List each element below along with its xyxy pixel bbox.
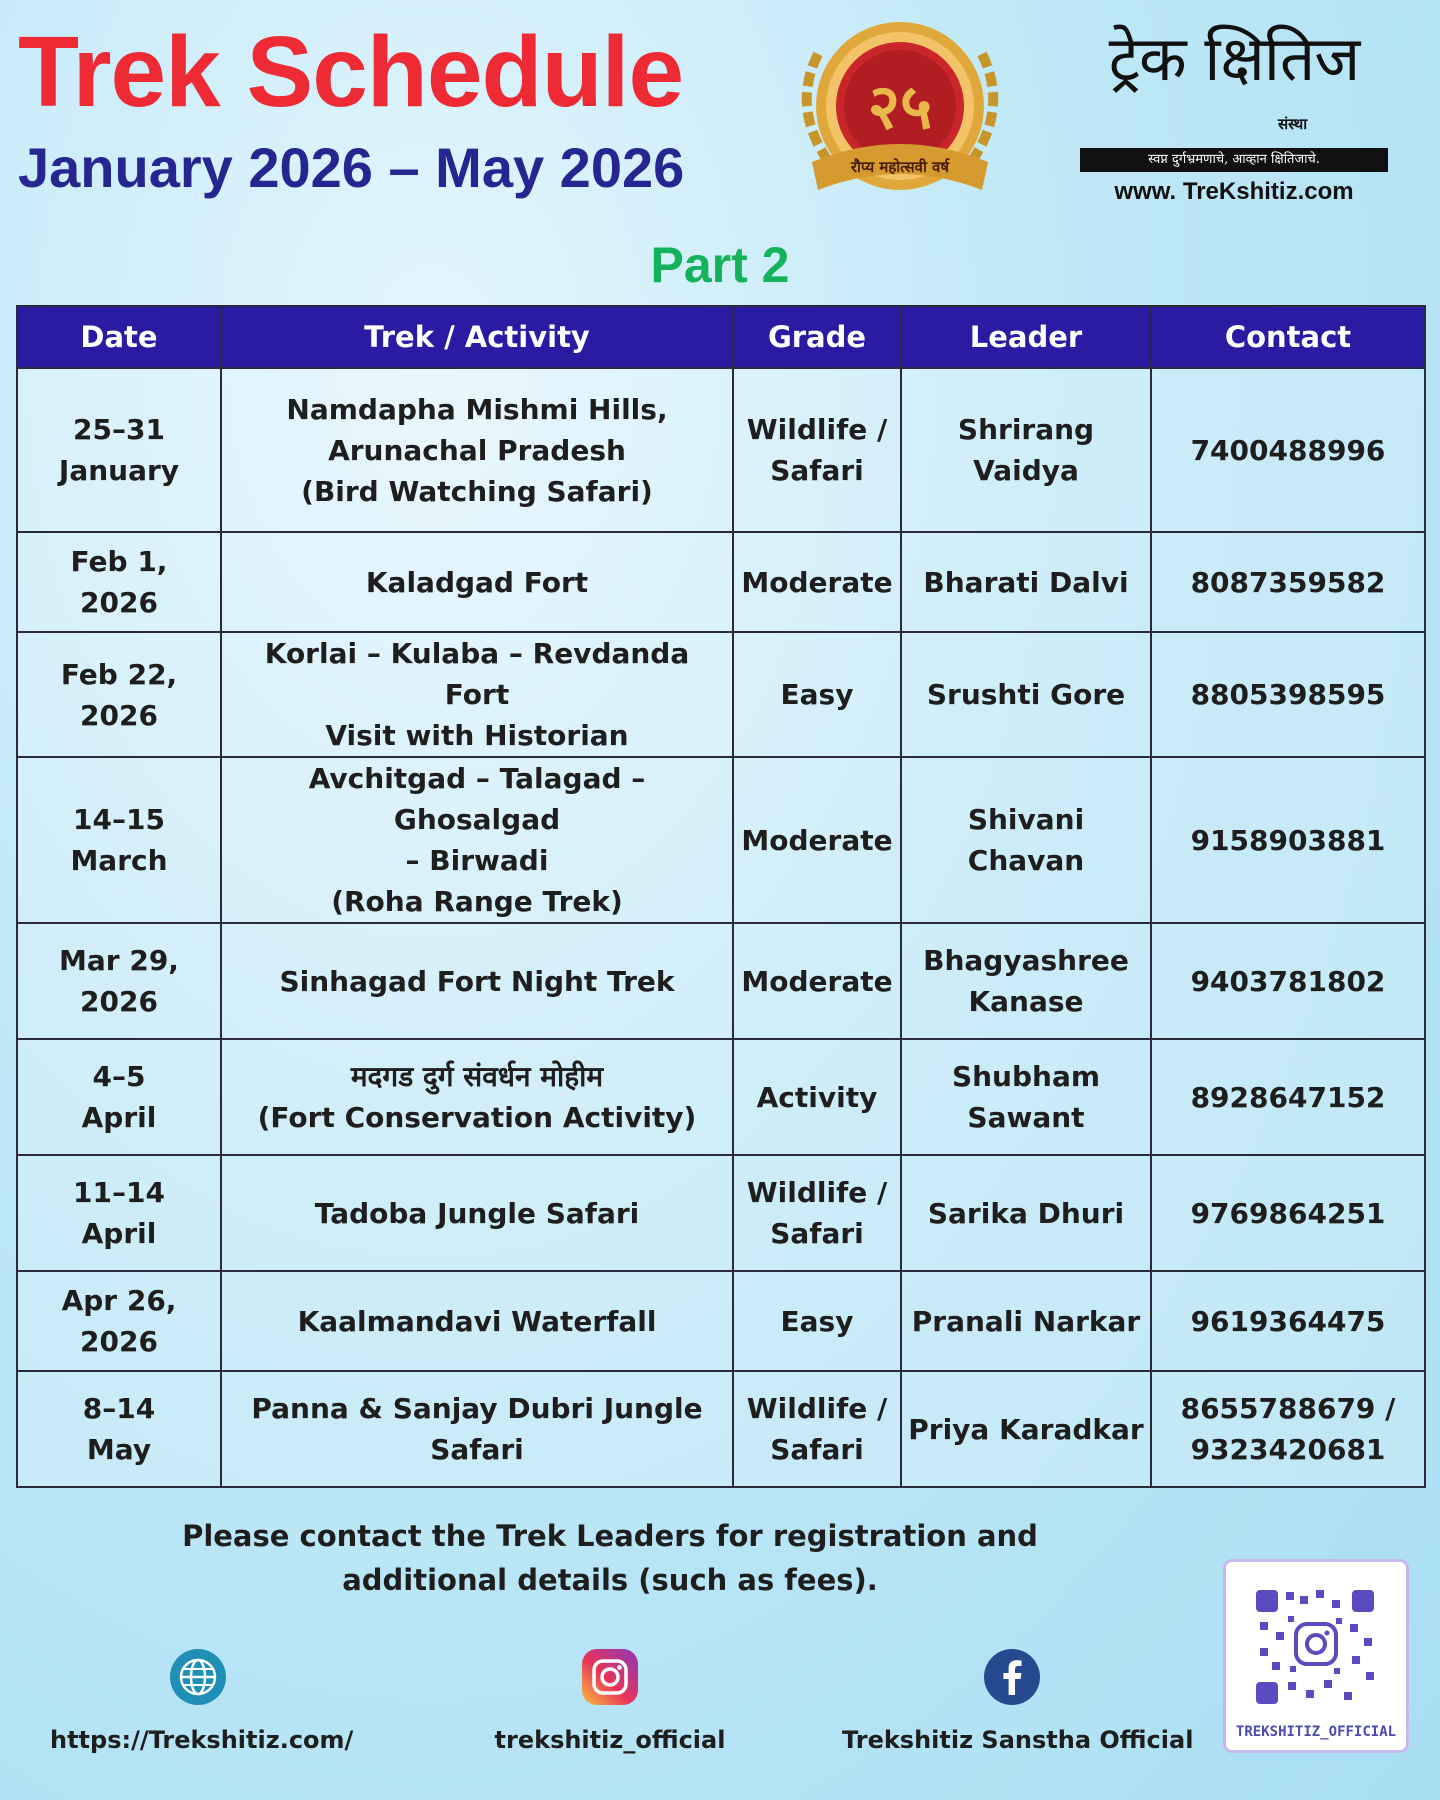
date-cell-line: 2026	[80, 698, 158, 732]
header-contact: Contact	[1151, 306, 1425, 368]
grade-cell-line: Safari	[770, 454, 864, 487]
leader-cell	[901, 1155, 1151, 1271]
trek-cell-line: Sinhagad Fort Night Trek	[279, 964, 675, 998]
leader-cell-line: Bharati Dalvi	[923, 565, 1129, 599]
trek-cell-line: Namdapha Mishmi Hills,	[286, 392, 668, 426]
contact-cell-line: 9158903881	[1190, 823, 1386, 857]
trek-cell-line: (Fort Conservation Activity)	[257, 1101, 697, 1134]
grade-cell	[733, 1371, 901, 1487]
table-row	[17, 1039, 1425, 1155]
grade-cell-line: Wildlife /	[746, 1176, 888, 1209]
table-body	[17, 368, 1425, 1487]
table-row	[17, 1271, 1425, 1371]
leader-cell-line: Sarika Dhuri	[927, 1196, 1125, 1230]
table-row	[17, 1155, 1425, 1271]
date-cell-line: April	[81, 1101, 157, 1134]
leader-cell-line: Srushti Gore	[926, 678, 1126, 711]
contact-cell-line: 7400488996	[1190, 433, 1386, 467]
contact-cell-line: 9323420681	[1190, 1433, 1386, 1466]
date-cell	[17, 1371, 221, 1487]
table-row	[17, 532, 1425, 632]
facebook-link[interactable]	[842, 1648, 1194, 1754]
date-cell	[17, 923, 221, 1039]
header-grade: Grade	[733, 306, 901, 368]
instagram-link[interactable]	[480, 1648, 740, 1754]
contact-cell-line: 8805398595	[1190, 678, 1386, 711]
logo-tagline: स्वप्न दुर्गभ्रमणाचे, आव्हान क्षितिजाचे.	[1080, 148, 1388, 172]
contact-cell-line: 9619364475	[1190, 1304, 1386, 1338]
leader-cell-line: Shubham	[951, 1060, 1101, 1093]
leader-cell	[901, 368, 1151, 532]
part-heading: Part 2	[650, 237, 790, 293]
instagram-label: trekshitiz_official	[494, 1726, 726, 1754]
date-cell	[17, 632, 221, 757]
leader-cell-line: Kanase	[968, 985, 1084, 1018]
trek-cell	[221, 632, 733, 757]
grade-cell-line: Easy	[780, 678, 854, 711]
trek-cell-line: Kaladgad Fort	[365, 565, 589, 599]
contact-cell-line: 8928647152	[1190, 1080, 1386, 1114]
leader-cell	[901, 757, 1151, 923]
date-cell-line: Apr 26,	[61, 1284, 177, 1317]
qr-code-icon	[1226, 1562, 1406, 1712]
schedule-date-range: January 2026 – May 2026	[18, 136, 685, 199]
date-cell	[17, 368, 221, 532]
globe-icon	[169, 1648, 227, 1706]
website-link[interactable]	[50, 1648, 354, 1754]
website-label: https://Trekshitiz.com/	[50, 1726, 354, 1754]
grade-cell	[733, 368, 901, 532]
date-cell-line: 2026	[80, 586, 158, 619]
grade-cell-line: Moderate	[741, 565, 893, 599]
leader-cell	[901, 1371, 1151, 1487]
date-cell-line: 11–14	[73, 1176, 165, 1209]
grade-cell-line: Activity	[756, 1080, 878, 1114]
leader-cell	[901, 532, 1151, 632]
grade-cell-line: Moderate	[741, 964, 893, 998]
trek-cell-line: Kaalmandavi Waterfall	[297, 1304, 657, 1338]
grade-cell-line: Wildlife /	[746, 413, 888, 446]
date-cell-line: May	[86, 1433, 152, 1466]
grade-cell-line: Easy	[780, 1304, 854, 1338]
trek-cell-line: Safari	[430, 1433, 524, 1466]
trek-cell-line: मदगड दुर्ग संवर्धन मोहीम	[350, 1060, 604, 1093]
table-row	[17, 757, 1425, 923]
date-cell-line: Mar 29, 2026	[59, 944, 179, 1018]
contact-cell	[1151, 923, 1425, 1039]
date-cell-line: January	[58, 454, 180, 487]
silver-jubilee-medal-icon	[778, 14, 1022, 206]
trekshitiz-logo	[1078, 22, 1390, 208]
leader-cell-line: Sawant	[967, 1101, 1085, 1134]
header-trek: Trek / Activity	[221, 306, 733, 368]
trek-cell-line: Tadoba Jungle Safari	[314, 1196, 640, 1230]
contact-cell-line: 8655788679 /	[1180, 1392, 1396, 1425]
logo-sanstha: संस्था	[1278, 115, 1308, 133]
facebook-label: Trekshitiz Sanstha Official	[842, 1726, 1194, 1754]
registration-note	[180, 1514, 1040, 1602]
date-cell-line: 14–15	[73, 803, 165, 836]
header-leader: Leader	[901, 306, 1151, 368]
date-cell	[17, 1155, 221, 1271]
trek-cell-line: Arunachal Pradesh	[328, 433, 626, 467]
leader-cell	[901, 1039, 1151, 1155]
grade-cell-line: Wildlife /	[746, 1392, 888, 1425]
table-header-row	[17, 306, 1425, 368]
trek-cell	[221, 1155, 733, 1271]
table-row	[17, 923, 1425, 1039]
grade-cell-line: Moderate	[741, 823, 893, 857]
trek-cell	[221, 1371, 733, 1487]
medal-number: २५	[867, 70, 933, 143]
qr-label: TREKSHITIZ_OFFICIAL	[1235, 1724, 1397, 1740]
grade-cell	[733, 757, 901, 923]
instagram-qr-code[interactable]	[1226, 1562, 1406, 1750]
table-row	[17, 632, 1425, 757]
facebook-icon	[983, 1648, 1041, 1706]
note-line: additional details (such as fees).	[342, 1563, 878, 1597]
contact-cell	[1151, 1039, 1425, 1155]
medal-ribbon-text: रौप्य महोत्सवी वर्ष	[850, 158, 950, 176]
leader-cell-line: Bhagyashree	[923, 944, 1129, 977]
date-cell-line: 2026	[80, 1325, 158, 1358]
note-line: Please contact the Trek Leaders for registration and	[182, 1519, 1038, 1553]
contact-cell	[1151, 1371, 1425, 1487]
leader-cell	[901, 923, 1151, 1039]
leader-cell	[901, 632, 1151, 757]
trek-cell-line: Visit with Historian	[325, 719, 629, 752]
logo-name: ट्रेक क्षितिज	[1108, 22, 1360, 95]
trek-cell	[221, 757, 733, 923]
logo-url: www. TreKshitiz.com	[1114, 178, 1354, 205]
grade-cell-line: Safari	[770, 1217, 864, 1250]
date-cell	[17, 1039, 221, 1155]
table-row	[17, 1371, 1425, 1487]
date-cell-line: Feb 1,	[70, 545, 168, 578]
trek-schedule-table	[16, 305, 1426, 1488]
date-cell	[17, 1271, 221, 1371]
date-cell-line: 25–31	[73, 413, 165, 446]
leader-cell-line: Shivani Chavan	[967, 803, 1085, 877]
trek-cell-line: Korlai – Kulaba – Revdanda Fort	[264, 637, 690, 711]
date-cell	[17, 532, 221, 632]
contact-cell	[1151, 757, 1425, 923]
page-title: Trek Schedule	[18, 16, 684, 128]
instagram-icon	[581, 1648, 639, 1706]
grade-cell	[733, 1039, 901, 1155]
grade-cell	[733, 1155, 901, 1271]
leader-cell-line: Shrirang Vaidya	[957, 413, 1095, 487]
contact-cell-line: 9769864251	[1190, 1196, 1386, 1230]
leader-cell	[901, 1271, 1151, 1371]
contact-cell-line: 9403781802	[1190, 964, 1386, 998]
grade-cell	[733, 1271, 901, 1371]
trek-cell	[221, 532, 733, 632]
grade-cell	[733, 532, 901, 632]
trek-cell-line: (Bird Watching Safari)	[301, 474, 653, 508]
table-row	[17, 368, 1425, 532]
trek-cell	[221, 1039, 733, 1155]
trek-cell	[221, 368, 733, 532]
grade-cell	[733, 923, 901, 1039]
leader-cell-line: Pranali Narkar	[911, 1304, 1141, 1338]
header-date: Date	[17, 306, 221, 368]
date-cell-line: Feb 22,	[60, 657, 178, 691]
contact-cell	[1151, 1271, 1425, 1371]
trek-cell-line: Panna & Sanjay Dubri Jungle	[251, 1392, 703, 1425]
date-cell-line: 8–14	[82, 1392, 156, 1425]
contact-cell	[1151, 632, 1425, 757]
trek-cell-line: (Roha Range Trek)	[331, 885, 623, 918]
leader-cell-line: Priya Karadkar	[908, 1412, 1144, 1446]
date-cell	[17, 757, 221, 923]
grade-cell	[733, 632, 901, 757]
contact-cell	[1151, 1155, 1425, 1271]
trek-cell	[221, 1271, 733, 1371]
date-cell-line: April	[81, 1217, 157, 1250]
contact-cell	[1151, 368, 1425, 532]
grade-cell-line: Safari	[770, 1433, 864, 1466]
contact-cell-line: 8087359582	[1190, 565, 1386, 599]
date-cell-line: March	[70, 844, 168, 877]
contact-cell	[1151, 532, 1425, 632]
trek-cell	[221, 923, 733, 1039]
trek-cell-line: Avchitgad – Talagad – Ghosalgad	[308, 762, 646, 836]
trek-cell-line: – Birwadi	[405, 844, 549, 877]
date-cell-line: 4–5	[92, 1060, 146, 1093]
